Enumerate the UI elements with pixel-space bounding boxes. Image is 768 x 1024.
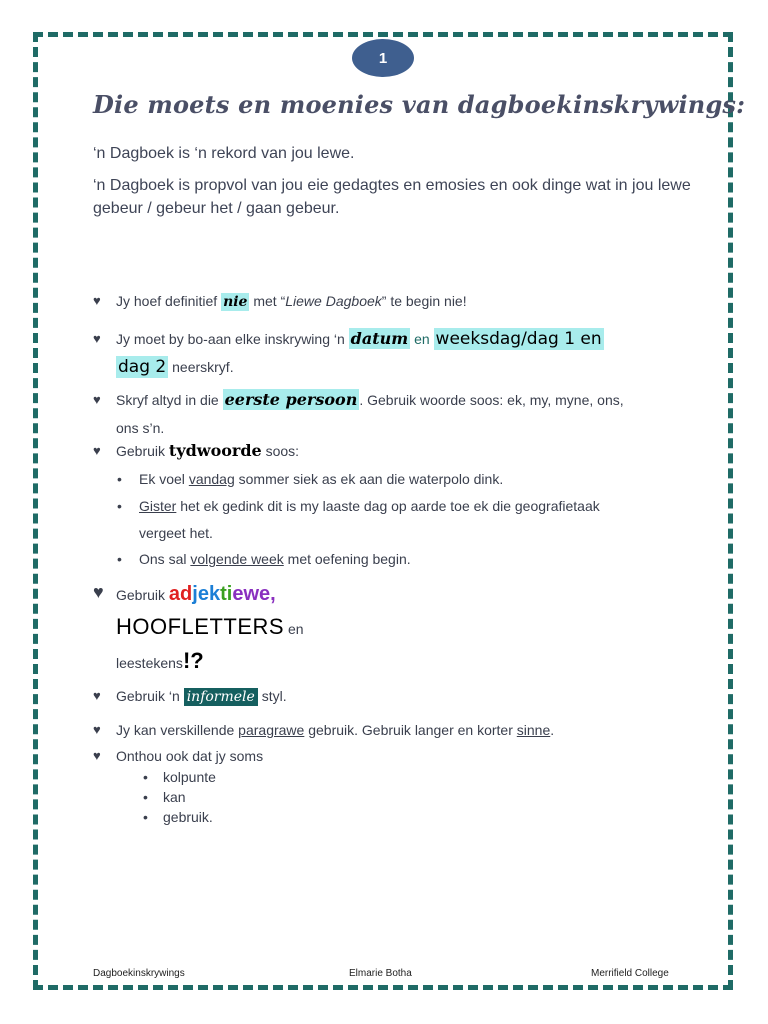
intro-line-1: ‘n Dagboek is ‘n rekord van jou lewe. [93, 145, 355, 162]
text: gebruik. [163, 809, 213, 825]
text: het ek gedink dit is my laaste dag op aarde toe ek die geografietaak [176, 498, 600, 514]
text: kolpunte [163, 769, 216, 785]
colored-letter: , [270, 583, 276, 605]
heart-bullet-icon: ♥ [93, 582, 104, 602]
text: ” te begin nie! [381, 293, 467, 309]
text: sommer siek as ek aan die waterpolo dink. [234, 471, 504, 487]
bullet-text [116, 716, 676, 744]
bullet-text [116, 386, 676, 442]
italic-text: Liewe Dagboek [285, 293, 382, 309]
dot-bullet-icon: • [117, 498, 122, 514]
text: vergeet het. [139, 525, 213, 541]
bullet-text [116, 578, 676, 679]
colored-letter: d [180, 583, 193, 605]
caps-hoofletters: HOOFLETTERS [116, 614, 285, 639]
highlight-nie: nie [223, 294, 248, 310]
dot-bullet-icon: • [117, 471, 122, 487]
colored-letter: k [208, 583, 221, 605]
text: Gebruik [116, 587, 169, 603]
sub-list-item [117, 546, 679, 573]
colored-letter: e [232, 583, 244, 605]
bold-tydwoorde: tydwoorde [168, 441, 262, 460]
heart-bullet-icon: ♥ [93, 293, 101, 308]
page-title: Die moets en moenies van dagboekinskrywings: [93, 90, 746, 119]
text: . Gebruik woorde soos: ek, my, myne, ons, [359, 392, 624, 408]
text: Jy moet by bo-aan elke inskrywing ‘n [116, 331, 349, 347]
underlined-text: Gister [139, 498, 177, 514]
list-item [143, 807, 216, 827]
kolpunte-list [143, 767, 216, 827]
text: Jy hoef definitief [116, 293, 222, 309]
footer-center: Elmarie Botha [349, 968, 412, 979]
sub-list-item [117, 466, 679, 493]
dot-bullet-icon: • [143, 769, 148, 785]
underlined-text: sinne [516, 722, 551, 738]
colored-letter: w [243, 583, 259, 605]
highlight-datum: datum [350, 329, 409, 348]
heart-bullet-icon: ♥ [93, 392, 101, 407]
dot-bullet-icon: • [117, 551, 122, 567]
bullet-text: Onthou ook dat jy soms [116, 748, 264, 764]
text: Gebruik ‘n [116, 688, 184, 704]
punctuation-marks: !? [182, 648, 204, 673]
footer-left: Dagboekinskrywings [93, 968, 185, 979]
text: kan [163, 789, 186, 805]
heart-bullet-icon: ♥ [93, 331, 101, 346]
dot-bullet-icon: • [143, 809, 148, 825]
highlight-informele: informele [184, 688, 258, 706]
text: Ek voel [139, 471, 189, 487]
text: styl. [257, 688, 287, 704]
text: soos: [261, 443, 300, 459]
text: met oefening begin. [283, 551, 411, 567]
colored-letter: i [226, 583, 233, 605]
dot-bullet-icon: • [143, 789, 148, 805]
text: neerskryf. [168, 359, 234, 375]
text: . [550, 722, 555, 738]
highlight-dag2: dag 2 [118, 357, 167, 377]
heart-bullet-icon: ♥ [93, 722, 101, 737]
bullet-text [116, 287, 676, 316]
list-item [143, 787, 216, 807]
bullet-text [116, 325, 676, 381]
colored-letter: e [197, 583, 209, 605]
highlight-eerste-persoon: eerste persoon [224, 390, 358, 409]
text: en [410, 331, 434, 347]
underlined-text: paragrawe [238, 722, 305, 738]
bullet-text [116, 437, 676, 465]
heart-bullet-icon: ♥ [93, 443, 101, 458]
heart-bullet-icon: ♥ [93, 688, 101, 703]
text: Skryf altyd in die [116, 392, 223, 408]
text: gebruik. Gebruik langer en korter [304, 722, 517, 738]
footer-right: Merrifield College [591, 968, 669, 979]
colored-letter: j [192, 583, 198, 605]
colored-letter: e [259, 583, 271, 605]
heart-bullet-icon: ♥ [93, 748, 101, 763]
text: Ons sal [139, 551, 191, 567]
list-item [143, 767, 216, 787]
highlight-weeksdag: weeksdag/dag 1 en [435, 329, 602, 349]
bullet-text [116, 682, 676, 711]
text: ons s’n. [116, 420, 165, 436]
colorful-adjektiewe [168, 583, 276, 605]
text: leestekens [116, 655, 183, 671]
underlined-text: volgende week [190, 551, 284, 567]
intro-line-2: ‘n Dagboek is propvol van jou eie gedagtes en emosies en ook dinge wat in jou lewe gebeur / gebeur het / gaan gebeur. [93, 177, 691, 217]
colored-letter: t [220, 583, 227, 605]
colored-letter: a [168, 583, 181, 605]
sub-list-item [117, 493, 679, 547]
text: Jy kan verskillende [116, 722, 239, 738]
text: Gebruik [116, 443, 169, 459]
underlined-text: vandag [188, 471, 235, 487]
page-number-badge: 1 [352, 39, 414, 77]
text: en [284, 621, 304, 637]
text: met “ [249, 293, 286, 309]
